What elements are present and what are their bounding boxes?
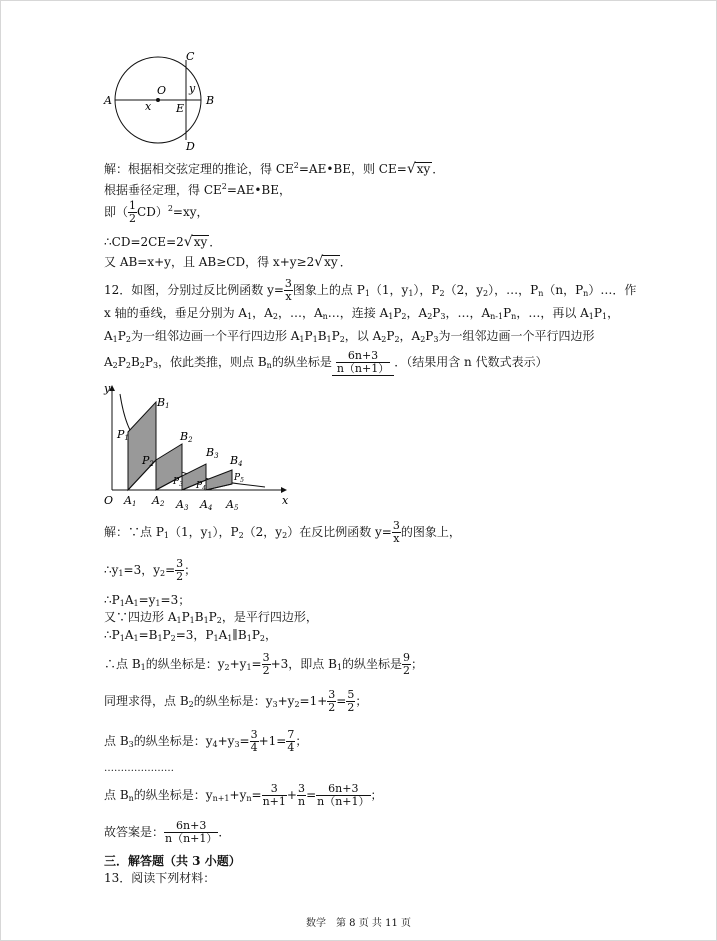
sol-line-3: $\therefore P_1A_1=y_1=3$； — [104, 593, 191, 608]
q12-line-4: $A_2P_2B_2P_3$，依此类推，则点 $B_n$的纵坐标是 $\frac{6n+3}{n(n+1)}$ ．（结果用含 n 代数式表示） — [104, 349, 548, 375]
line-4: ∴CD=2CE=2√xy ． — [104, 234, 222, 250]
sol-line-1: 解：∵点 $P_1(1$，$y_1$），$P_2(2$，$y_2$）在反比例函数 y= $\frac{3}{x}$ 的图象上， — [104, 519, 461, 545]
q12-line-1: 12．如图，分别过反比例函数 y= $\frac{3}{x}$ 图象上的点 $P_1(1$，$y_1$），$P_2(2$，$y_2$），…，$P_n(n$，$P_n)\dots$．作 — [104, 277, 637, 303]
q12-line-3: $A_1P_2$为一组邻边画一个平行四边形 $A_1P_1B_1P_2$，以 $A_2P_2$，$A_2P_3$为一组邻边画一个平行四边形 — [104, 329, 595, 344]
hyperbola-figure — [100, 380, 300, 515]
line-1: 解：根据相交弦定理的推论，得 $CE^2=AE•BE$，则 CE=√xy ． — [104, 161, 445, 177]
axis-y-label: y — [104, 382, 111, 395]
line-2: 根据垂径定理，得 $CE^2=AE•BE$， — [104, 182, 291, 197]
label-x: x — [145, 100, 152, 113]
label-y: y — [189, 82, 196, 95]
a2-label: A2 — [152, 494, 165, 508]
a1-label: A1 — [124, 494, 137, 508]
p2-label: P2 — [142, 454, 154, 468]
sol-line-9: 点 $B_n$的纵坐标是：$y_{n+1}+y_n=$ $\frac{3}{n+1}$ + $\frac{3}{n}$ = $\frac{6n+3}{n(n+1)}$ ； — [104, 782, 383, 808]
b1-label: B1 — [157, 396, 170, 410]
sol-line-7: 同理求得，点 $B_2$的纵坐标是：$y_3+y_2=1+$ $\frac{3}{2}$ = $\frac{5}{2}$ ； — [104, 688, 368, 714]
b3-label: B3 — [206, 446, 219, 460]
line-3: 即（ $\frac{1}{2}$ CD）$^2$=xy， — [104, 199, 209, 225]
p4-label: $P_4$ — [196, 481, 206, 492]
p5-label: $P_5$ — [234, 473, 244, 484]
axis-x-label: x — [282, 494, 289, 507]
dots-line: ………………… — [104, 763, 174, 774]
b2-label: B2 — [180, 430, 193, 444]
sol-line-4: 又∵四边形 $A_1P_1B_1P_2$，是平行四边形， — [104, 610, 318, 625]
page-footer: 数学 第 8 页 共 11 页 — [306, 918, 411, 929]
label-a: A — [104, 94, 112, 107]
p3-label: $P_3$ — [173, 477, 183, 488]
line-5: 又 AB=x+y，且 AB≥CD，得 x+y≥2√xy ． — [104, 254, 352, 270]
label-c: C — [186, 50, 195, 63]
a5-label: A5 — [226, 498, 239, 512]
p1-label: P1 — [117, 428, 129, 442]
section-heading: 三．解答题（共 3 小题） — [104, 854, 241, 868]
label-d: D — [186, 140, 195, 153]
question-13: 13．阅读下列材料： — [104, 871, 216, 885]
sol-line-6: ∴点 $B_1$的纵坐标是：$y_2+y_1=$ $\frac{3}{2}$ +3，即点 $B_1$的纵坐标是 $\frac{9}{2}$ ； — [104, 651, 424, 677]
q12-line-2: x 轴的垂线，垂足分别为 $A_1$，$A_2$，…，$A_n\dots$，连接 $A_1P_2$，$A_2P_3$，…，$A_{n-1}P_n$，…，再以 $A_1P_1$， — [104, 306, 620, 321]
sol-line-5: $\therefore P_1A_1=B_1P_2=3$，$P_1A_1\parallel B_1P_2$， — [104, 628, 277, 643]
label-b: B — [206, 94, 215, 107]
sol-line-10: 故答案是： $\frac{6n+3}{n(n+1)}$ ． — [104, 819, 231, 845]
circle-figure — [100, 48, 225, 158]
a4-label: A4 — [200, 498, 213, 512]
b4-label: B4 — [230, 454, 243, 468]
sol-line-8: 点 $B_3$的纵坐标是：$y_4+y_3=$ $\frac{3}{4}$ +1= $\frac{7}{4}$ ； — [104, 728, 308, 754]
sol-line-2: $\therefore y_1=3$，$y_2=$ $\frac{3}{2}$ ； — [104, 557, 197, 583]
label-o: O — [157, 84, 167, 97]
origin-label: O — [104, 494, 114, 507]
a3-label: A3 — [176, 498, 189, 512]
label-e: E — [176, 102, 185, 115]
